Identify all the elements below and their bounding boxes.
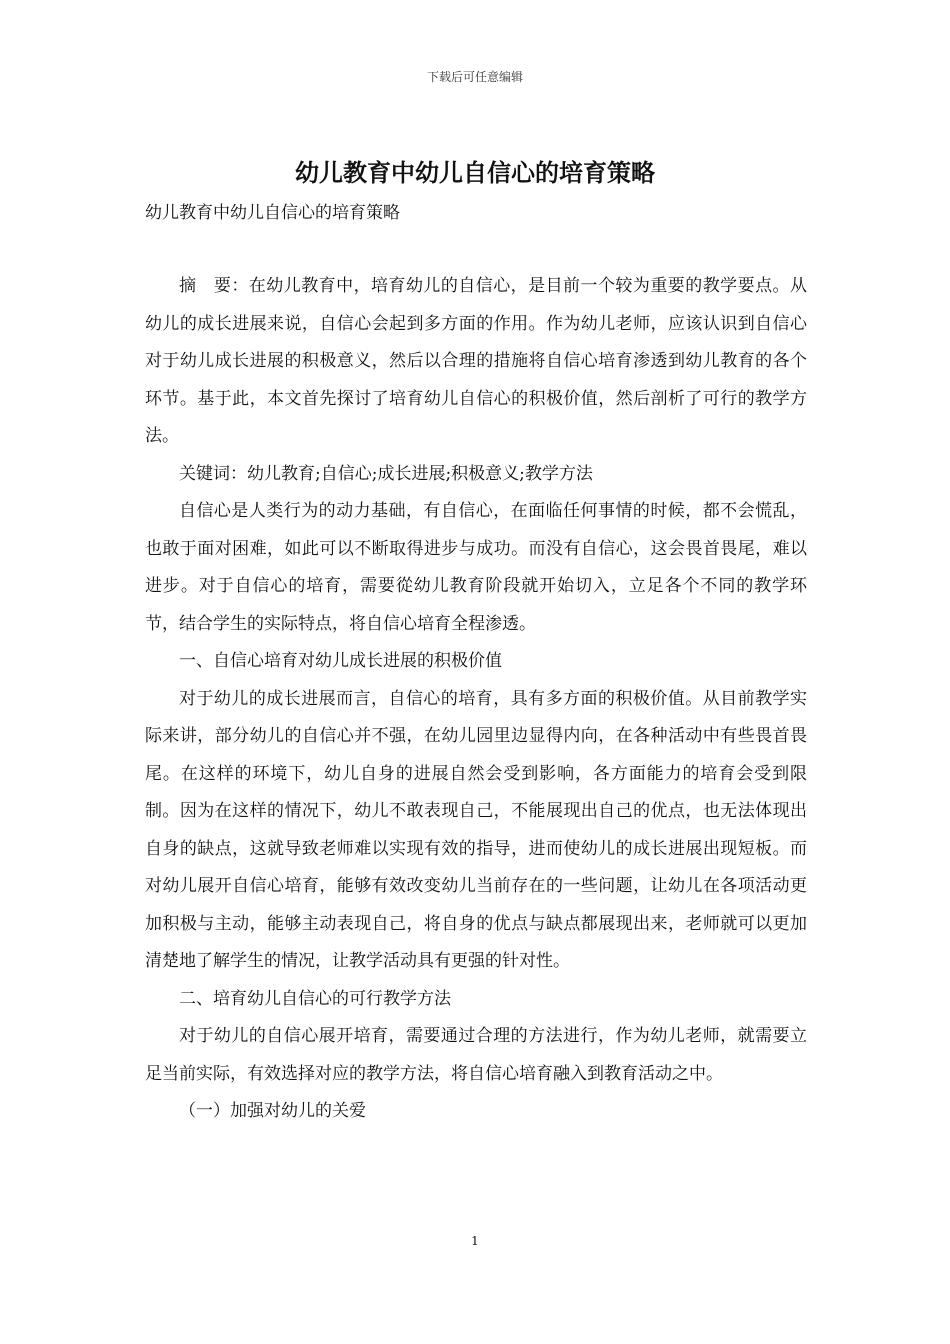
section-heading-2: 二、培育幼儿自信心的可行教学方法 (179, 988, 451, 1009)
section-1-paragraph: 对于幼儿的成长进展而言，自信心的培育，具有多方面的积极价值。从目前教学实际来讲，部分幼儿的自信心并不强，在幼儿园里边显得内向，在各种活动中有些畏首畏尾。在这样的环境下，幼儿自身的进展自然会受到影响，各方面能力的培育会受到限制。因为在这样的情况下，幼儿不敢表现自己，不能展现出自己的优点，也无法体现出自身的缺点，这就导致老师难以实现有效的指导，进而使幼儿的成长进展出现短板。而对幼儿展开自信心培育，能够有效改变幼儿当前存在的一些问题，让幼儿在各项活动更加积极与主动，能够主动表现自己，将自身的优点与缺点都展现出来，老师就可以更加清楚地了解学生的情况，让教学活动具有更强的针对性。 (145, 688, 807, 971)
abstract-paragraph: 摘 要：在幼儿教育中，培育幼儿的自信心，是目前一个较为重要的教学要点。从幼儿的成长进展来说，自信心会起到多方面的作用。作为幼儿老师，应该认识到自信心对于幼儿成长进展的积极意义，然后以合理的措施将自信心培育渗透到幼儿教育的各个环节。基于此，本文首先探讨了培育幼儿自信心的积极价值，然后剖析了可行的教学方法。 (145, 276, 807, 446)
intro-paragraph: 自信心是人类行为的动力基础，有自信心，在面临任何事情的时候，都不会慌乱，也敢于面对困难，如此可以不断取得进步与成功。而没有自信心，这会畏首畏尾，难以进步。对于自信心的培育，需要從幼儿教育阶段就开始切入，立足各个不同的教学环节，结合学生的实际特点，将自信心培育全程渗透。 (145, 501, 807, 634)
keywords-paragraph: 关键词：幼儿教育;自信心;成长进展;积极意义;教学方法 (179, 463, 593, 484)
document-title: 幼儿教育中幼儿自信心的培育策略 (295, 159, 655, 187)
document-subtitle: 幼儿教育中幼儿自信心的培育策略 (145, 203, 400, 223)
subsection-heading-1: （一）加强对幼儿的关爱 (179, 1101, 366, 1121)
section-heading-1: 一、自信心培育对幼儿成长进展的积极价值 (179, 651, 502, 671)
header-note: 下载后可任意编辑 (426, 70, 523, 84)
section-2-paragraph: 对于幼儿的自信心展开培育，需要通过合理的方法进行，作为幼儿老师，就需要立足当前实际，有效选择对应的教学方法，将自信心培育融入到教育活动之中。 (145, 1026, 807, 1084)
page-number: 1 (471, 1234, 479, 1248)
document-body (145, 268, 807, 1131)
